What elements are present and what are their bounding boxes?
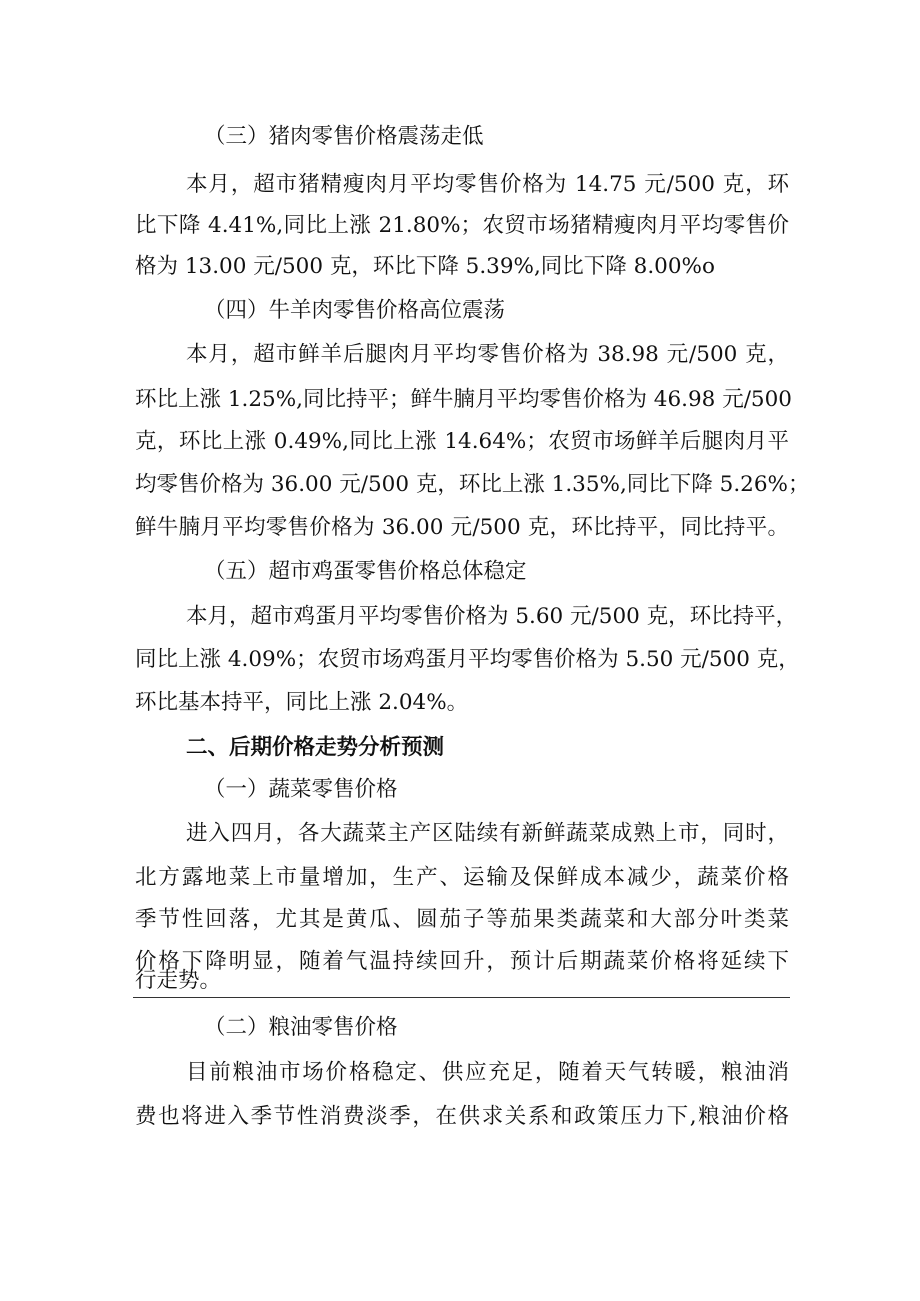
grain-oil-section-title: （二）粮油零售价格 [204, 1015, 398, 1040]
beef-mutton-paragraph-line-5: 鲜牛腩月平均零售价格为 36.00 元/500 克，环比持平，同比持平。 [135, 515, 789, 540]
pork-section-title: （三）猪肉零售价格震荡走低 [204, 124, 484, 149]
beef-mutton-section-title: （四）牛羊肉零售价格高位震荡 [204, 298, 506, 323]
vegetables-section-title: （一）蔬菜零售价格 [204, 777, 398, 802]
page-divider-line [133, 997, 790, 998]
beef-mutton-paragraph-line-4: 均零售价格为 36.00 元/500 克，环比上涨 1.35%,同比下降 5.26%； [135, 472, 810, 497]
forecast-heading: 二、后期价格走势分析预测 [186, 735, 445, 760]
eggs-paragraph-line-1: 本月，超市鸡蛋月平均零售价格为 5.60 元/500 克，环比持平， [186, 604, 798, 629]
vegetables-paragraph-line-3: 季节性回落，尤其是黄瓜、圆茄子等茄果类蔬菜和大部分叶类菜 [135, 907, 789, 932]
vegetables-paragraph-line-2: 北方露地菜上市量增加，生产、运输及保鲜成本减少，蔬菜价格 [135, 865, 789, 890]
eggs-paragraph-line-2: 同比上涨 4.09%；农贸市场鸡蛋月平均零售价格为 5.50 元/500 克， [135, 647, 800, 672]
vegetables-paragraph-line-4: 价格下降明显，随着气温持续回升，预计后期蔬菜价格将延续下 [135, 949, 789, 974]
eggs-section-title: （五）超市鸡蛋零售价格总体稳定 [204, 559, 527, 584]
pork-paragraph-line-1: 本月，超市猪精瘦肉月平均零售价格为 14.75 元/500 克，环 [186, 172, 789, 197]
beef-mutton-paragraph-line-3: 克，环比上涨 0.49%,同比上涨 14.64%；农贸市场鲜羊后腿肉月平 [135, 429, 789, 454]
beef-mutton-paragraph-line-2: 环比上涨 1.25%,同比持平；鲜牛腩月平均零售价格为 46.98 元/500 [135, 387, 792, 412]
vegetables-paragraph-line-5: 行走势。 [135, 968, 222, 993]
grain-oil-paragraph-line-2: 费也将进入季节性消费淡季，在供求关系和政策压力下,粮油价格 [135, 1104, 789, 1129]
beef-mutton-paragraph-line-1: 本月，超市鲜羊后腿肉月平均零售价格为 38.98 元/500 克， [186, 342, 789, 367]
eggs-paragraph-line-3: 环比基本持平，同比上涨 2.04%。 [135, 690, 469, 715]
grain-oil-paragraph-line-1: 目前粮油市场价格稳定、供应充足，随着天气转暖，粮油消 [186, 1060, 789, 1085]
pork-paragraph-line-2: 比下降 4.41%,同比上涨 21.80%；农贸市场猪精瘦肉月平均零售价 [135, 213, 789, 238]
vegetables-paragraph-line-1: 进入四月，各大蔬菜主产区陆续有新鲜蔬菜成熟上市，同时， [186, 821, 789, 846]
pork-paragraph-line-3: 格为 13.00 元/500 克，环比下降 5.39%,同比下降 8.00%o [135, 254, 715, 279]
